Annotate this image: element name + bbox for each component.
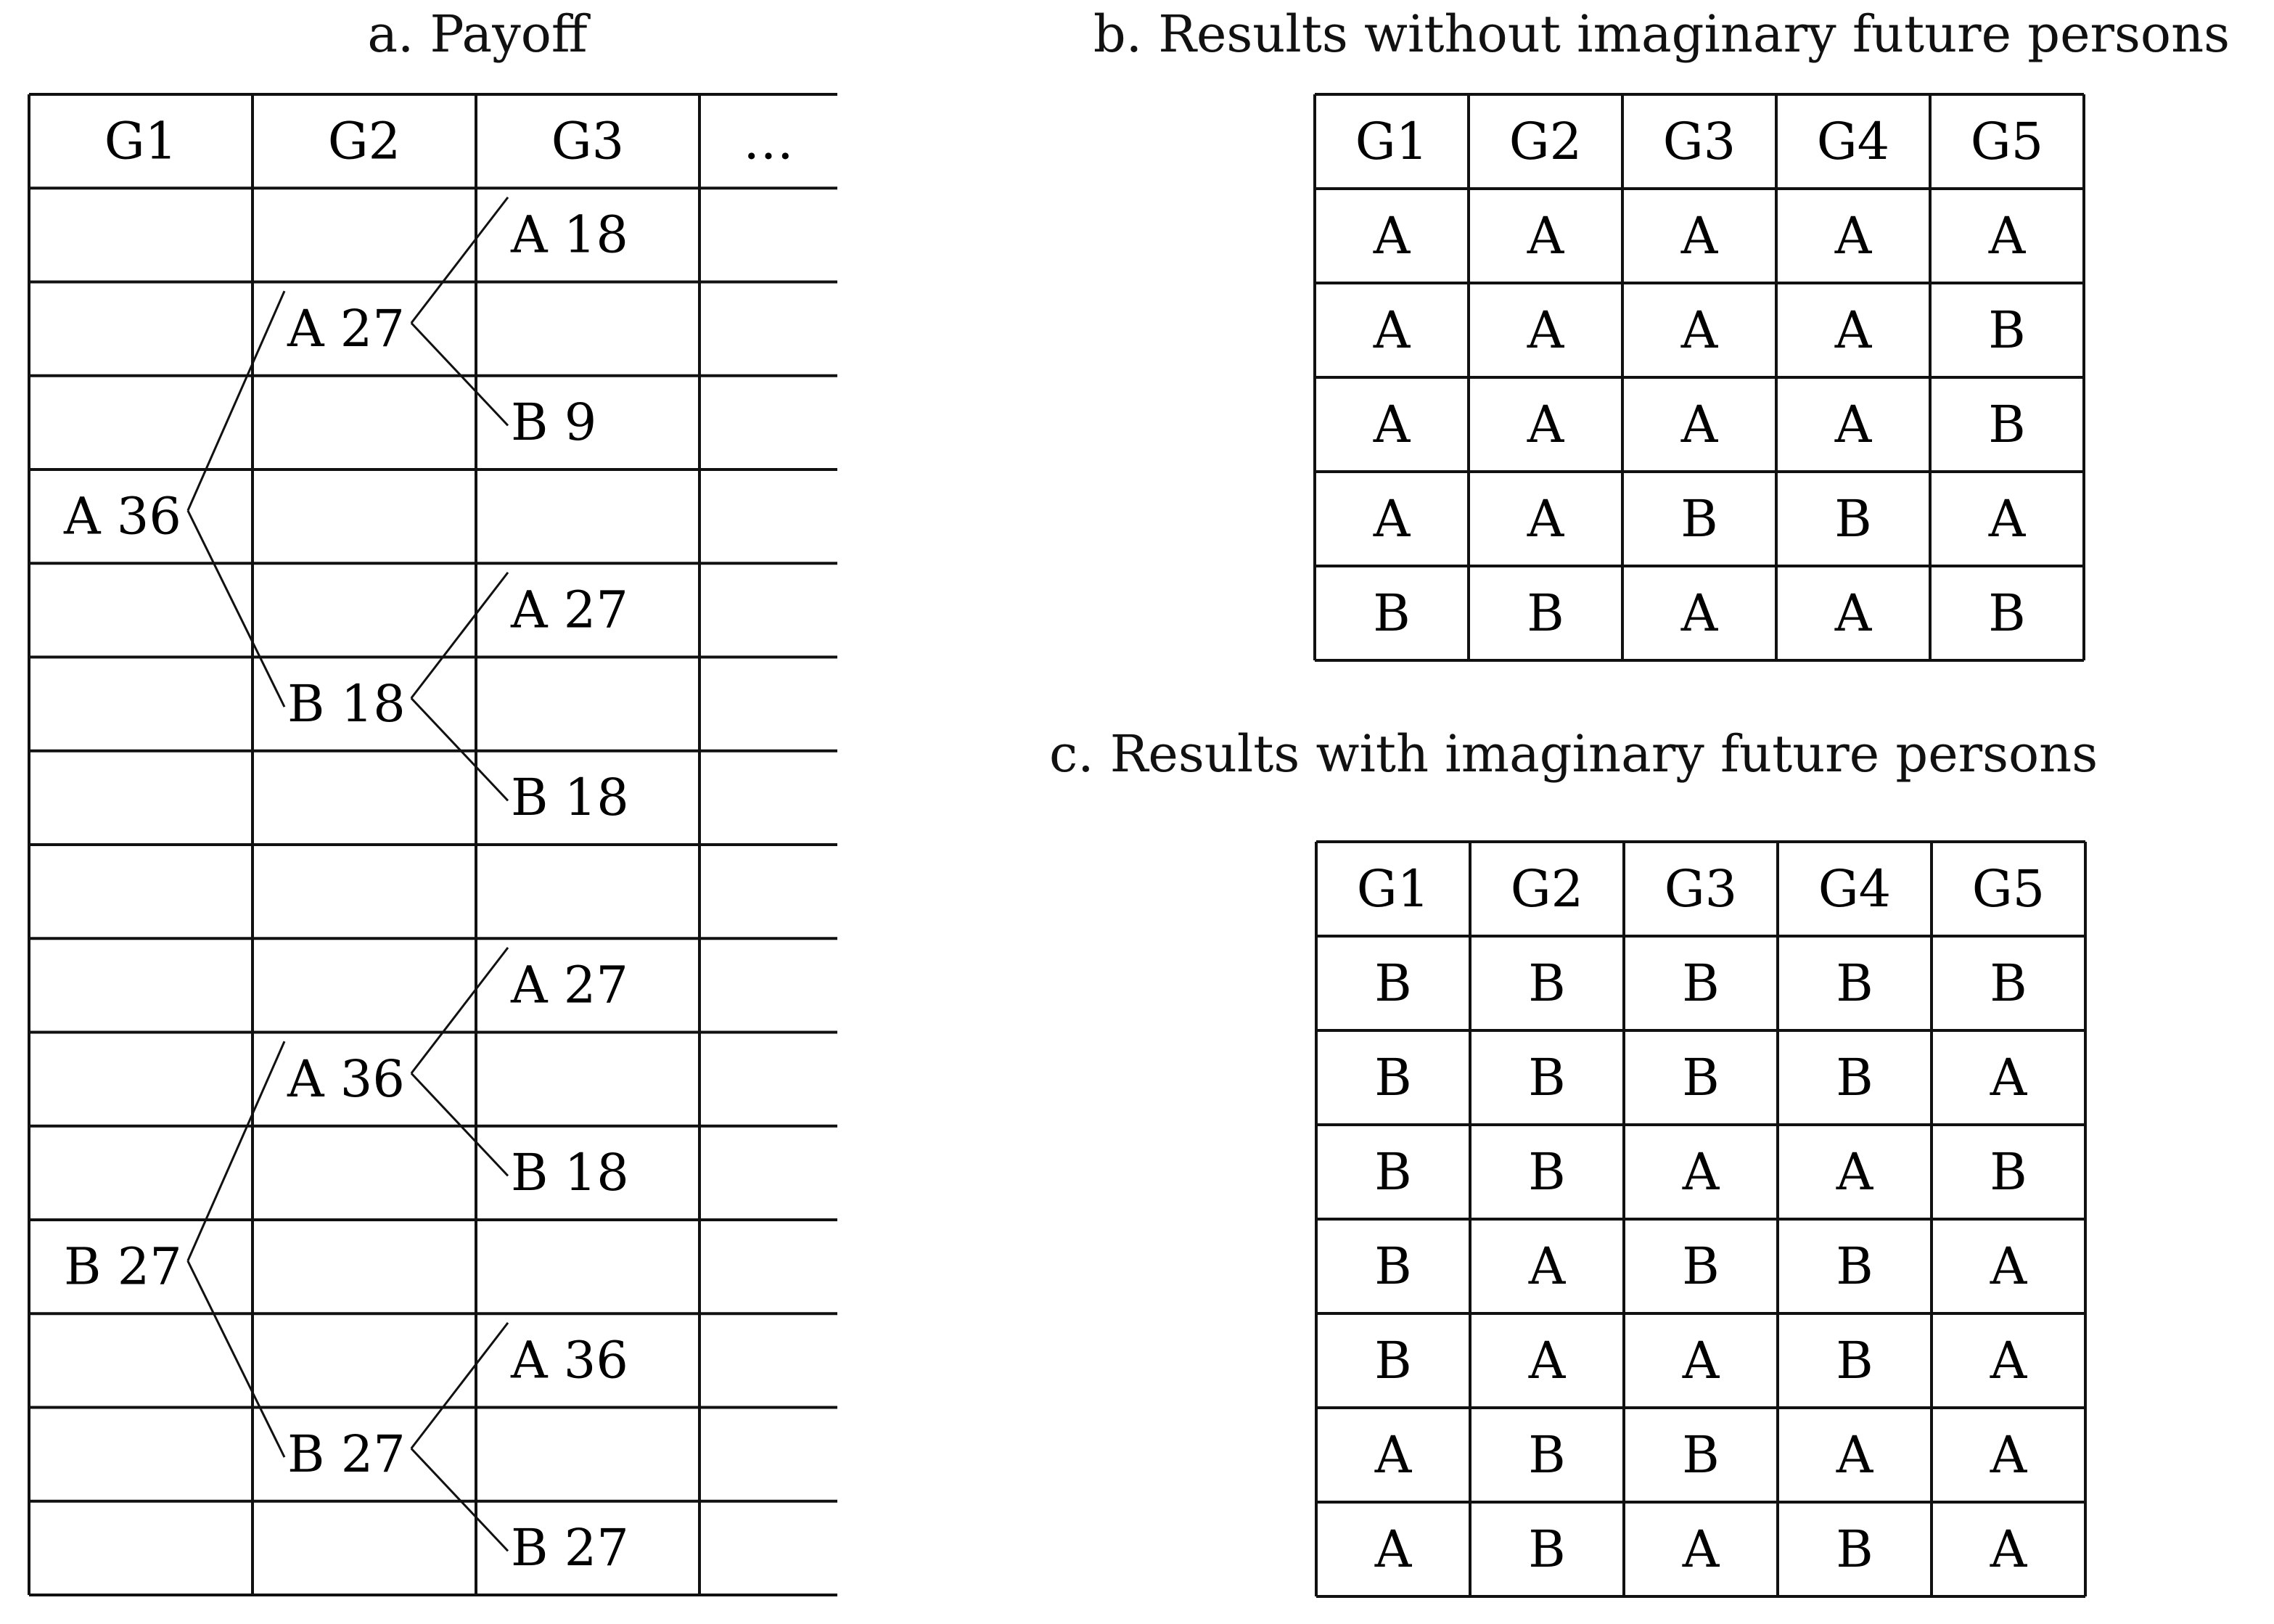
payoff-title: a. Payoff — [367, 4, 588, 64]
results-with-cell: B — [1528, 1141, 1566, 1202]
results-with-cell: B — [1836, 1519, 1873, 1579]
results-without-cell: A — [1834, 300, 1872, 360]
results-with-cell: A — [1990, 1330, 2027, 1390]
results-without-cell: B — [1988, 394, 2026, 454]
results-with-cell: B — [1374, 1236, 1412, 1296]
results-with-cell: B — [1836, 1236, 1873, 1296]
results-without-cell: B — [1373, 583, 1411, 643]
results-with-header: G4 — [1818, 858, 1892, 919]
results-with-cell: B — [1990, 953, 2027, 1013]
payoff-node-label: B 18 — [511, 768, 629, 828]
payoff-header: G2 — [327, 111, 401, 171]
tree-branch-line — [411, 948, 508, 1073]
payoff-node-label: B 27 — [511, 1518, 629, 1578]
results-with-cell: A — [1990, 1424, 2027, 1485]
payoff-node-label: A 36 — [511, 1330, 628, 1390]
results-without-header: G5 — [1970, 111, 2044, 171]
results-with-cell: A — [1990, 1236, 2027, 1296]
results-with-cell: B — [1528, 1047, 1566, 1107]
tree-branch-line — [411, 573, 508, 698]
results-with-cell: B — [1374, 1047, 1412, 1107]
tree-branch-line — [188, 1041, 284, 1261]
results-without-cell: A — [1373, 205, 1411, 266]
results-with-cell: B — [1682, 1047, 1720, 1107]
payoff-node-label: A 27 — [287, 298, 405, 358]
payoff-header: G1 — [104, 111, 178, 171]
results-without-cell: B — [1988, 300, 2026, 360]
results-with-cell: B — [1682, 953, 1720, 1013]
payoff-tree-table — [29, 94, 837, 1595]
payoff-node-label: A 27 — [511, 580, 628, 640]
payoff-node-label: A 36 — [287, 1049, 405, 1109]
results-without-cell: A — [1527, 394, 1564, 454]
results-without-cell: A — [1527, 488, 1564, 549]
results-with-header: G1 — [1356, 858, 1430, 919]
payoff-node-label: A 27 — [511, 955, 628, 1015]
results-with-header: G3 — [1664, 858, 1738, 919]
results-with-header: G2 — [1510, 858, 1584, 919]
results-with-cell: B — [1528, 1424, 1566, 1485]
results-without-cell: A — [1680, 205, 1718, 266]
results-without-cell: A — [1373, 488, 1411, 549]
results-with-cell: B — [1374, 1141, 1412, 1202]
results-without-cell: A — [1527, 300, 1564, 360]
results-with-cell: A — [1836, 1141, 1873, 1202]
results-without-cell: A — [1988, 488, 2026, 549]
tree-branch-line — [188, 1261, 284, 1458]
results-with-cell: A — [1682, 1330, 1720, 1390]
results-with-title: c. Results with imaginary future persons — [1049, 724, 2098, 784]
results-without-header: G4 — [1816, 111, 1890, 171]
results-with-cell: B — [1374, 953, 1412, 1013]
results-without-cell: A — [1373, 300, 1411, 360]
results-with-header: G5 — [1971, 858, 2045, 919]
results-without-cell: B — [1988, 583, 2026, 643]
results-without-cell: A — [1680, 300, 1718, 360]
results-with-cell: A — [1528, 1236, 1566, 1296]
payoff-node-label: B 9 — [511, 393, 597, 453]
payoff-header: G3 — [551, 111, 625, 171]
payoff-node-label: B 18 — [287, 673, 406, 734]
results-without-cell: A — [1527, 205, 1564, 266]
results-without-cell: A — [1680, 583, 1718, 643]
results-with-cell: A — [1374, 1519, 1412, 1579]
results-without-cell: A — [1680, 394, 1718, 454]
results-with-cell: A — [1836, 1424, 1873, 1485]
payoff-node-label: A 36 — [64, 486, 181, 546]
results-with-cell: A — [1682, 1141, 1720, 1202]
results-without-table — [1315, 94, 2084, 660]
payoff-node-label: B 27 — [287, 1424, 406, 1484]
results-with-cell: B — [1990, 1141, 2027, 1202]
results-without-cell: A — [1988, 205, 2026, 266]
results-with-cell: A — [1682, 1519, 1720, 1579]
results-with-cell: B — [1528, 953, 1566, 1013]
results-with-cell: A — [1528, 1330, 1566, 1390]
payoff-node-label: B 27 — [64, 1237, 182, 1297]
results-without-cell: B — [1680, 488, 1718, 549]
results-without-cell: B — [1834, 488, 1872, 549]
results-without-header: G3 — [1662, 111, 1736, 171]
results-with-cell: B — [1836, 1330, 1873, 1390]
results-without-cell: A — [1834, 205, 1872, 266]
results-without-header: G2 — [1509, 111, 1583, 171]
results-without-cell: A — [1834, 394, 1872, 454]
results-without-title: b. Results without imaginary future persons — [1093, 4, 2230, 64]
payoff-header: … — [743, 111, 794, 171]
results-with-cell: B — [1836, 953, 1873, 1013]
results-without-header: G1 — [1355, 111, 1429, 171]
results-without-cell: B — [1527, 583, 1564, 643]
results-with-table — [1316, 842, 2085, 1596]
results-with-cell: A — [1990, 1047, 2027, 1107]
results-with-cell: B — [1374, 1330, 1412, 1390]
tree-branch-line — [411, 197, 508, 323]
tree-branch-line — [188, 291, 284, 511]
tree-branch-line — [411, 1323, 508, 1448]
results-with-cell: A — [1374, 1424, 1412, 1485]
results-with-cell: B — [1836, 1047, 1873, 1107]
results-without-cell: A — [1373, 394, 1411, 454]
results-with-cell: A — [1990, 1519, 2027, 1579]
results-with-cell: B — [1528, 1519, 1566, 1579]
results-with-cell: B — [1682, 1424, 1720, 1485]
tree-branch-line — [188, 511, 284, 708]
results-without-cell: A — [1834, 583, 1872, 643]
payoff-node-label: B 18 — [511, 1143, 629, 1203]
results-with-cell: B — [1682, 1236, 1720, 1296]
payoff-node-label: A 18 — [511, 205, 628, 265]
